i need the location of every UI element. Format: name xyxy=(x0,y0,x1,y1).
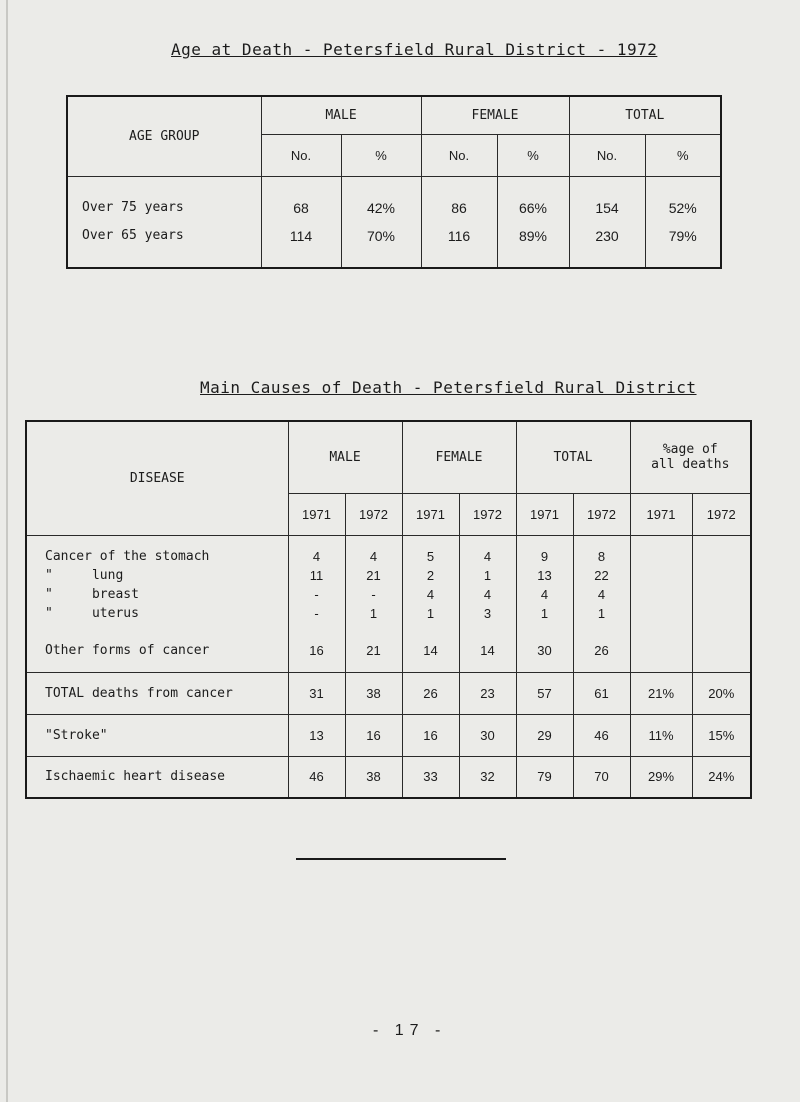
pct-1971-value: 21% xyxy=(630,672,692,714)
male-pct-value: 70% xyxy=(366,227,396,244)
male-header: MALE xyxy=(288,421,402,493)
page-number: - 17 - xyxy=(373,1022,447,1039)
cancer-row-label: " lung xyxy=(45,568,124,583)
age-at-death-table xyxy=(66,95,722,269)
cancer-row-label: " breast xyxy=(45,587,139,602)
male-1971-value: 16 xyxy=(309,643,324,658)
year-header: 1971 xyxy=(402,493,459,535)
disease-header: DISEASE xyxy=(26,421,288,535)
male-1972-value: 21 xyxy=(366,643,381,658)
female-1972-value: 4 xyxy=(483,587,492,602)
total-1972-value: 1 xyxy=(597,606,606,621)
pct-header-line: %age of xyxy=(662,442,718,458)
pct-header-line: all deaths xyxy=(651,457,730,473)
male-1972-value: 38 xyxy=(345,672,402,714)
total-1972-value: 70 xyxy=(573,756,630,798)
pct-1971-value: 11% xyxy=(630,714,692,756)
male-header: MALE xyxy=(261,96,421,134)
pct-1972-value: 15% xyxy=(692,714,751,756)
female-1972-value: 32 xyxy=(459,756,516,798)
pct-1972-empty xyxy=(692,535,751,672)
male-1972-value: 21 xyxy=(366,568,381,583)
total-no-value: 154 xyxy=(595,199,619,216)
total-1971-value: 13 xyxy=(537,568,552,583)
male-1972-value: 4 xyxy=(369,549,378,564)
male-1972-value: - xyxy=(371,587,376,602)
female-1972-value: 14 xyxy=(480,643,495,658)
total-1971-value: 29 xyxy=(516,714,573,756)
female-1972-value: 23 xyxy=(459,672,516,714)
total-header: TOTAL xyxy=(569,96,721,134)
male-1971-value: 31 xyxy=(288,672,345,714)
total-1972-value: 8 xyxy=(597,549,606,564)
male-1971-value: 4 xyxy=(312,549,321,564)
male-no-header: No. xyxy=(261,134,341,176)
age-group-labels xyxy=(67,176,261,268)
female-1972-value: 1 xyxy=(483,568,492,583)
total-pct-value: 52% xyxy=(668,199,697,216)
female-no-value: 116 xyxy=(447,227,471,244)
row-label: TOTAL deaths from cancer xyxy=(26,672,288,714)
pct-1972-value: 24% xyxy=(692,756,751,798)
year-header: 1972 xyxy=(692,493,751,535)
page-edge xyxy=(6,0,8,1102)
total-1971-value: 1 xyxy=(540,606,549,621)
table-row xyxy=(26,672,751,714)
female-1971-value: 5 xyxy=(426,549,435,564)
causes-table-title: Main Causes of Death - Petersfield Rural District xyxy=(200,378,697,397)
age-table-title: Age at Death - Petersfield Rural District - 1972 xyxy=(171,40,658,59)
pct-1972-value: 20% xyxy=(692,672,751,714)
total-1971-value: 9 xyxy=(540,549,549,564)
total-1971-value: 57 xyxy=(516,672,573,714)
year-header: 1972 xyxy=(573,493,630,535)
male-1971-value: 11 xyxy=(309,568,324,583)
male-1971-value: 13 xyxy=(288,714,345,756)
male-pct-value: 42% xyxy=(366,199,396,216)
year-header: 1972 xyxy=(345,493,402,535)
total-1972-value: 22 xyxy=(594,568,609,583)
causes-of-death-table xyxy=(25,420,752,799)
female-header: FEMALE xyxy=(421,96,569,134)
age-row-label: Over 75 years xyxy=(82,199,184,215)
total-no-value: 230 xyxy=(595,227,619,244)
age-row-label: Over 65 years xyxy=(82,227,184,243)
female-1972-value: 3 xyxy=(483,606,492,621)
age-group-header: AGE GROUP xyxy=(67,96,261,176)
total-1972-value: 4 xyxy=(597,587,606,602)
table-row xyxy=(26,714,751,756)
total-1972-value: 46 xyxy=(573,714,630,756)
year-header: 1971 xyxy=(288,493,345,535)
cancer-row-label: " uterus xyxy=(45,606,139,621)
year-header: 1971 xyxy=(516,493,573,535)
female-1972-value: 4 xyxy=(483,549,492,564)
female-pct-header: % xyxy=(497,134,569,176)
pct-1971-empty xyxy=(630,535,692,672)
female-1971-value: 14 xyxy=(423,643,438,658)
male-no-value: 68 xyxy=(293,199,309,216)
male-1971-value: - xyxy=(314,587,319,602)
female-1971-value: 4 xyxy=(426,587,435,602)
total-1971-value: 30 xyxy=(537,643,552,658)
female-header: FEMALE xyxy=(402,421,516,493)
total-header: TOTAL xyxy=(516,421,630,493)
cancer-labels xyxy=(26,535,288,672)
divider-rule xyxy=(296,858,506,860)
female-no-value: 86 xyxy=(451,199,467,216)
female-1972-value: 30 xyxy=(459,714,516,756)
table-row xyxy=(26,756,751,798)
female-pct-value: 89% xyxy=(518,227,548,244)
pct-1971-value: 29% xyxy=(630,756,692,798)
year-header: 1972 xyxy=(459,493,516,535)
female-1971-value: 1 xyxy=(426,606,435,621)
total-1972-value: 26 xyxy=(594,643,609,658)
female-1971-value: 26 xyxy=(402,672,459,714)
female-1971-value: 16 xyxy=(402,714,459,756)
female-1971-value: 2 xyxy=(426,568,435,583)
male-1972-value: 38 xyxy=(345,756,402,798)
male-1971-value: - xyxy=(314,606,319,621)
female-1971-value: 33 xyxy=(402,756,459,798)
total-1971-value: 4 xyxy=(540,587,549,602)
total-1972-value: 61 xyxy=(573,672,630,714)
male-1971-value: 46 xyxy=(288,756,345,798)
total-pct-value: 79% xyxy=(668,227,697,244)
row-label: Ischaemic heart disease xyxy=(26,756,288,798)
male-1972-value: 1 xyxy=(369,606,378,621)
total-no-header: No. xyxy=(569,134,645,176)
male-no-value: 114 xyxy=(289,227,313,244)
female-pct-value: 66% xyxy=(518,199,548,216)
year-header: 1971 xyxy=(630,493,692,535)
cancer-row-label: Cancer of the stomach xyxy=(45,549,210,564)
total-pct-header: % xyxy=(645,134,721,176)
female-no-header: No. xyxy=(421,134,497,176)
male-1972-value: 16 xyxy=(345,714,402,756)
cancer-row-label: Other forms of cancer xyxy=(45,643,210,658)
total-1971-value: 79 xyxy=(516,756,573,798)
pct-all-deaths-header xyxy=(630,421,751,493)
row-label: "Stroke" xyxy=(26,714,288,756)
male-pct-header: % xyxy=(341,134,421,176)
